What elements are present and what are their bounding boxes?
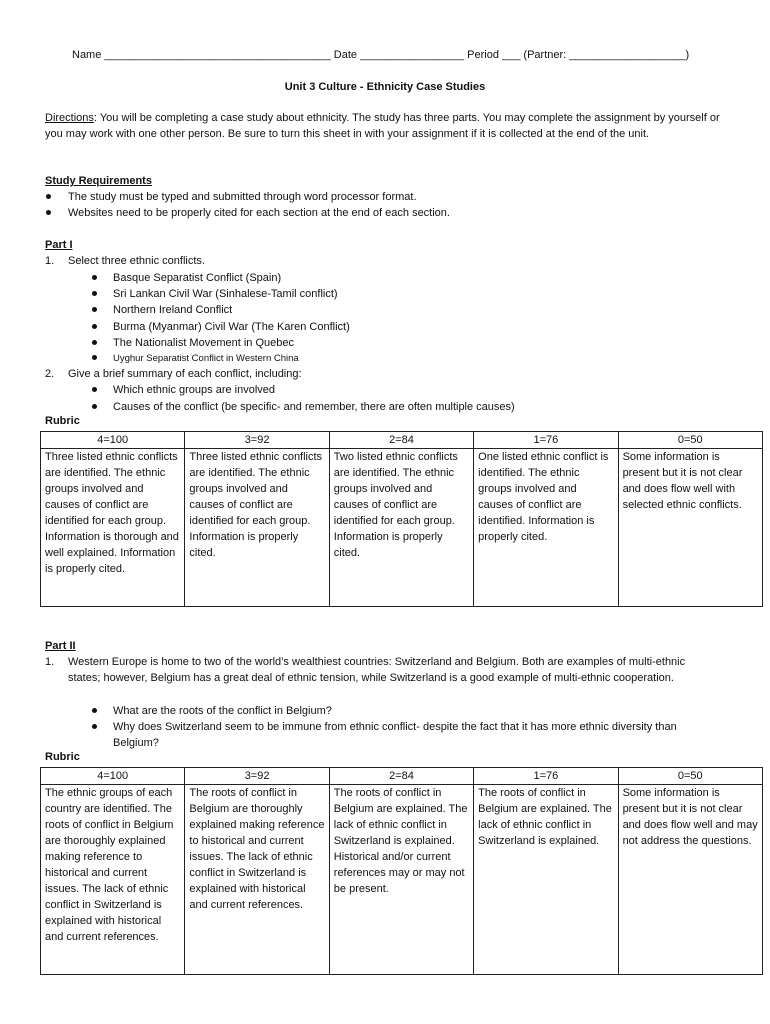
name-date-period-line: Name _____________________________________ Date _________________ Period ___ (Partner: ___________________) [72,49,690,61]
rubric-cell: Three listed ethnic conflicts are identified. The ethnic groups involved and causes of conflict are identified for each group. Information is thorough and well explained. Information is properly cited. [41,449,185,607]
rubric-header-row [41,432,763,449]
rubric-header-row [41,768,763,785]
rubric-cell: Two listed ethnic conflicts are identified. The ethnic groups involved and causes of conflict are identified for each group. Information is properly cited. [329,449,473,607]
bullet-icon [92,340,97,345]
rubric-score-header: 4=100 [41,768,185,785]
part-2-rubric-table [40,767,763,975]
part-1-q2-text: Give a brief summary of each conflict, including: [68,368,302,380]
summary-item: Which ethnic groups are involved [113,384,276,396]
rubric-score-header: 0=50 [618,432,762,449]
part-2-rubric-label: Rubric [45,751,80,763]
conflict-item: The Nationalist Movement in Quebec [113,337,294,349]
bullet-icon [46,194,51,199]
rubric-cell: The roots of conflict in Belgium are explained. The lack of ethnic conflict in Switzerland is explained. [474,785,618,975]
directions-label: Directions [45,112,94,124]
rubric-cell: One listed ethnic conflict is identified. The ethnic groups involved and causes of conflict are identified. Information is properly cited. [474,449,618,607]
bullet-icon [92,355,97,360]
part-1-q2-number: 2. [45,368,55,380]
bullet-icon [92,708,97,713]
rubric-criteria-row [41,449,763,607]
requirement-item: The study must be typed and submitted through word processor format. [68,191,417,203]
part-2-question: What are the roots of the conflict in Belgium? [113,705,332,717]
rubric-score-header: 4=100 [41,432,185,449]
directions-text: : You will be completing a case study about ethnicity. The study has three parts. You may complete the assignment by yourself or you may work with one other person. Be sure to turn this sheet in with your assignment if it is collected at the end of the unit. [45,112,720,140]
page-title: Unit 3 Culture - Ethnicity Case Studies [284,81,486,93]
bullet-icon [92,387,97,392]
part-1-rubric-table [40,431,763,607]
rubric-cell: The ethnic groups of each country are identified. The roots of conflict in Belgium are thoroughly explained making reference to historical and current issues. The lack of ethnic conflict in Switzerland is explained with historical and current references. [41,785,185,975]
part-1-heading: Part I [45,239,73,251]
part-1-rubric-label: Rubric [45,415,80,427]
bullet-icon [92,275,97,280]
rubric-cell: Three listed ethnic conflicts are identified. The ethnic groups involved and causes of conflict are identified for each group. Information is properly cited. [185,449,329,607]
part-2-q1-text: Western Europe is home to two of the world’s wealthiest countries: Switzerland and Belgium. Both are examples of multi-ethnic states; however, Belgium has a great deal of ethnic tension, while Switzerland is a good example of multi-ethnic cooperation. [68,656,686,684]
bullet-icon [92,404,97,409]
summary-item: Causes of the conflict (be specific- and remember, there are often multiple causes) [113,401,515,413]
study-requirements-heading: Study Requirements [45,175,152,187]
rubric-score-header: 1=76 [474,432,618,449]
part-1-q1-text: Select three ethnic conflicts. [68,255,205,267]
rubric-score-header: 3=92 [185,432,329,449]
rubric-score-header: 2=84 [329,768,473,785]
part-2-heading: Part II [45,640,76,652]
rubric-cell: The roots of conflict in Belgium are explained. The lack of ethnic conflict in Switzerland is explained. Historical and/or current references may or may not be present. [329,785,473,975]
bullet-icon [92,724,97,729]
rubric-score-header: 2=84 [329,432,473,449]
conflict-item: Basque Separatist Conflict (Spain) [113,272,282,284]
bullet-icon [92,307,97,312]
rubric-cell: Some information is present but it is not clear and does flow well and may not address the questions. [618,785,762,975]
bullet-icon [92,291,97,296]
bullet-icon [46,210,51,215]
part-2-question: Why does Switzerland seem to be immune from ethnic conflict- despite the fact that it has more ethnic diversity than Belgium? [113,721,677,749]
requirement-item: Websites need to be properly cited for each section at the end of each section. [68,207,450,219]
part-2-q1-number: 1. [45,656,55,668]
conflict-item: Sri Lankan Civil War (Sinhalese-Tamil conflict) [113,288,338,300]
rubric-cell: The roots of conflict in Belgium are thoroughly explained making reference to historical and current issues. The lack of ethnic conflict in Switzerland is explained with historical and current references. [185,785,329,975]
conflict-item: Northern Ireland Conflict [113,304,233,316]
conflict-item: Uyghur Separatist Conflict in Western China [113,353,299,364]
bullet-icon [92,324,97,329]
conflict-item: Burma (Myanmar) Civil War (The Karen Conflict) [113,321,350,333]
rubric-cell: Some information is present but it is not clear and does flow well with selected ethnic conflicts. [618,449,762,607]
rubric-score-header: 3=92 [185,768,329,785]
rubric-score-header: 1=76 [474,768,618,785]
part-1-q1-number: 1. [45,255,55,267]
directions-paragraph [45,110,735,142]
rubric-criteria-row [41,785,763,975]
rubric-score-header: 0=50 [618,768,762,785]
